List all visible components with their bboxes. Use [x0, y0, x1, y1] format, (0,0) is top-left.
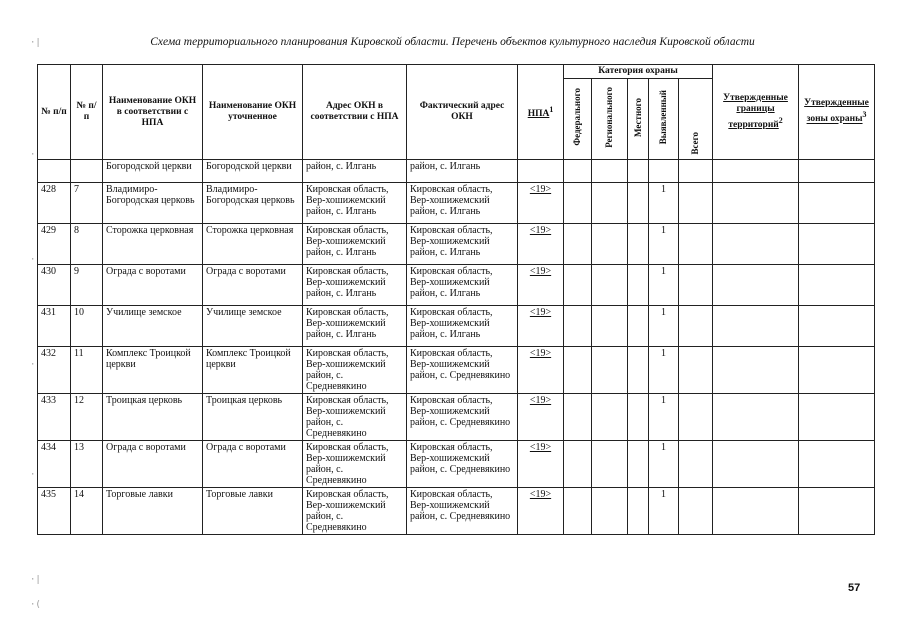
col-header-federal [564, 79, 592, 160]
cell-n1: 428 [38, 183, 71, 224]
cell-npa: <19> [518, 347, 564, 394]
local-label: Местного [632, 97, 643, 137]
cell-address-actual: Кировская область, Вер-хошижемский район, с. Средневякино [407, 347, 518, 394]
cell-n1: 432 [38, 347, 71, 394]
cell-n1: 433 [38, 394, 71, 441]
total-label: Всего [690, 131, 701, 154]
col-header-local [628, 79, 649, 160]
table-row [38, 441, 875, 488]
cell-identified: 1 [649, 183, 679, 224]
footnote-1: 1 [549, 104, 554, 114]
header-row [38, 65, 875, 79]
cell-name-refined: Владимиро-Богородская церковь [203, 183, 303, 224]
cell-npa: <19> [518, 488, 564, 535]
cell-address-npa: Кировская область, Вер-хошижемский район, с. Средневякино [303, 347, 407, 394]
cell-n1: 430 [38, 265, 71, 306]
cell-total [679, 306, 713, 347]
cell-name-refined: Ограда с воротами [203, 265, 303, 306]
cell-zones [799, 488, 875, 535]
col-header-approved-borders [713, 65, 799, 160]
cell-regional [592, 488, 628, 535]
cell-borders [713, 441, 799, 488]
cell-borders [713, 488, 799, 535]
cell-zones [799, 265, 875, 306]
cell-name-npa: Училище земское [103, 306, 203, 347]
federal-label: Федерального [572, 88, 582, 146]
cell-borders [713, 265, 799, 306]
cell-local [628, 441, 649, 488]
col-header-category: Категория охраны [564, 65, 713, 79]
table-row [38, 265, 875, 306]
col-header-num2: № п/п [71, 65, 103, 160]
cell-address-npa: Кировская область, Вер-хошижемский район, с. Средневякино [303, 394, 407, 441]
cell-address-npa: Кировская область, Вер-хошижемский район, с. Илгань [303, 265, 407, 306]
cell-federal [564, 224, 592, 265]
cell-total [679, 183, 713, 224]
cell-total [679, 265, 713, 306]
cell-identified: 1 [649, 347, 679, 394]
cell-federal [564, 394, 592, 441]
cell-name-npa: Троицкая церковь [103, 394, 203, 441]
cell-name-npa: Сторожка церковная [103, 224, 203, 265]
cell-name-npa: Ограда с воротами [103, 265, 203, 306]
cell-n2: 13 [71, 441, 103, 488]
cell-zones [799, 224, 875, 265]
cell-n1: 434 [38, 441, 71, 488]
cell-npa: <19> [518, 394, 564, 441]
cell-zones [799, 183, 875, 224]
margin-mark: · [30, 470, 36, 480]
cell-federal [564, 441, 592, 488]
cell-name-refined: Сторожка церковная [203, 224, 303, 265]
cell-local [628, 224, 649, 265]
cell-regional [592, 183, 628, 224]
cell-total [679, 160, 713, 183]
col-header-address-npa: Адрес ОКН в соответствии с НПА [303, 65, 407, 160]
table-row [38, 488, 875, 535]
cell-n2: 14 [71, 488, 103, 535]
cell-total [679, 441, 713, 488]
document-title: Схема территориального планирования Кировской области. Перечень объектов культурного наследия Кировской области [150, 36, 755, 48]
cell-total [679, 347, 713, 394]
cell-n2: 8 [71, 224, 103, 265]
cell-npa: <19> [518, 441, 564, 488]
cell-zones [799, 347, 875, 394]
cell-n2: 7 [71, 183, 103, 224]
cell-federal [564, 306, 592, 347]
margin-mark: · [30, 150, 36, 160]
cell-local [628, 160, 649, 183]
cell-n2: 9 [71, 265, 103, 306]
cell-npa: <19> [518, 306, 564, 347]
page-number: 57 [848, 582, 861, 594]
col-header-address-actual: Фактический адрес ОКН [407, 65, 518, 160]
cell-address-npa: район, с. Илгань [303, 160, 407, 183]
cell-regional [592, 160, 628, 183]
cell-n1: 431 [38, 306, 71, 347]
cell-federal [564, 183, 592, 224]
heritage-table [37, 64, 875, 535]
col-header-name-npa: Наименование ОКН в соответствии с НПА [103, 65, 203, 160]
cell-name-refined: Богородской церкви [203, 160, 303, 183]
cell-local [628, 183, 649, 224]
cell-npa [518, 160, 564, 183]
cell-name-npa: Комплекс Троицкой церкви [103, 347, 203, 394]
cell-name-npa: Богородской церкви [103, 160, 203, 183]
col-header-num1: № п/п [38, 65, 71, 160]
cell-n1: 429 [38, 224, 71, 265]
cell-borders [713, 394, 799, 441]
table-row [38, 183, 875, 224]
cell-borders [713, 224, 799, 265]
table-row [38, 306, 875, 347]
cell-borders [713, 347, 799, 394]
col-header-name-refined: Наименование ОКН уточненное [203, 65, 303, 160]
cell-name-npa: Ограда с воротами [103, 441, 203, 488]
cell-zones [799, 441, 875, 488]
cell-zones [799, 306, 875, 347]
cell-n2: 10 [71, 306, 103, 347]
cell-identified: 1 [649, 306, 679, 347]
cell-borders [713, 183, 799, 224]
cell-federal [564, 347, 592, 394]
cell-npa: <19> [518, 183, 564, 224]
col-header-identified [649, 79, 679, 160]
cell-n1 [38, 160, 71, 183]
cell-n2 [71, 160, 103, 183]
cell-address-npa: Кировская область, Вер-хошижемский район, с. Средневякино [303, 488, 407, 535]
regional-label: Регионального [604, 86, 614, 148]
cell-zones [799, 394, 875, 441]
cell-name-refined: Ограда с воротами [203, 441, 303, 488]
table-row [38, 347, 875, 394]
cell-address-actual: Кировская область, Вер-хошижемский район, с. Илгань [407, 265, 518, 306]
cell-zones [799, 160, 875, 183]
cell-identified: 1 [649, 224, 679, 265]
npa-label: НПА [527, 109, 550, 120]
continuation-row [38, 160, 875, 183]
margin-mark: ·( [30, 600, 41, 610]
cell-address-actual: Кировская область, Вер-хошижемский район, с. Средневякино [407, 441, 518, 488]
table-body [38, 183, 875, 535]
footnote-3: 3 [862, 110, 867, 120]
cell-borders [713, 306, 799, 347]
cell-regional [592, 306, 628, 347]
cell-n1: 435 [38, 488, 71, 535]
margin-mark: ·| [30, 575, 41, 585]
cell-address-npa: Кировская область, Вер-хошижемский район, с. Илгань [303, 224, 407, 265]
cell-identified: 1 [649, 394, 679, 441]
cell-federal [564, 488, 592, 535]
cell-regional [592, 394, 628, 441]
col-header-approved-zones [799, 65, 875, 160]
cell-name-npa: Владимиро-Богородская церковь [103, 183, 203, 224]
cell-address-actual: Кировская область, Вер-хошижемский район, с. Средневякино [407, 394, 518, 441]
col-header-total [679, 79, 713, 160]
cell-name-refined: Троицкая церковь [203, 394, 303, 441]
cell-identified: 1 [649, 441, 679, 488]
cell-address-actual: Кировская область, Вер-хошижемский район, с. Илгань [407, 306, 518, 347]
approved-borders-label: Утвержденные границы территорий [723, 92, 788, 131]
cell-total [679, 488, 713, 535]
cell-name-refined: Училище земское [203, 306, 303, 347]
cell-federal [564, 265, 592, 306]
table-row [38, 224, 875, 265]
cell-regional [592, 224, 628, 265]
cell-npa: <19> [518, 224, 564, 265]
cell-regional [592, 265, 628, 306]
cell-regional [592, 441, 628, 488]
cell-address-actual: Кировская область, Вер-хошижемский район, с. Илгань [407, 183, 518, 224]
cell-local [628, 265, 649, 306]
cell-local [628, 488, 649, 535]
approved-zones-label: Утвержденные зоны охраны [804, 98, 869, 125]
cell-identified: 1 [649, 488, 679, 535]
cell-name-npa: Торговые лавки [103, 488, 203, 535]
footnote-2: 2 [778, 115, 783, 125]
cell-address-npa: Кировская область, Вер-хошижемский район, с. Илгань [303, 306, 407, 347]
cell-address-npa: Кировская область, Вер-хошижемский район, с. Средневякино [303, 441, 407, 488]
cell-local [628, 306, 649, 347]
cell-total [679, 224, 713, 265]
cell-address-actual: Кировская область, Вер-хошижемский район, с. Средневякино [407, 488, 518, 535]
cell-name-refined: Комплекс Троицкой церкви [203, 347, 303, 394]
table-row [38, 394, 875, 441]
cell-federal [564, 160, 592, 183]
margin-mark: · [30, 255, 36, 265]
cell-regional [592, 347, 628, 394]
cell-borders [713, 160, 799, 183]
col-header-regional [592, 79, 628, 160]
cell-address-npa: Кировская область, Вер-хошижемский район, с. Илгань [303, 183, 407, 224]
cell-npa: <19> [518, 265, 564, 306]
col-header-npa [518, 65, 564, 160]
margin-mark: ·| [30, 38, 41, 48]
cell-identified [649, 160, 679, 183]
cell-address-actual: район, с. Илгань [407, 160, 518, 183]
cell-identified: 1 [649, 265, 679, 306]
margin-mark: · [30, 360, 36, 370]
cell-n2: 12 [71, 394, 103, 441]
cell-address-actual: Кировская область, Вер-хошижемский район, с. Илгань [407, 224, 518, 265]
cell-n2: 11 [71, 347, 103, 394]
cell-local [628, 394, 649, 441]
cell-name-refined: Торговые лавки [203, 488, 303, 535]
cell-local [628, 347, 649, 394]
cell-total [679, 394, 713, 441]
identified-label: Выявленный [658, 89, 668, 145]
